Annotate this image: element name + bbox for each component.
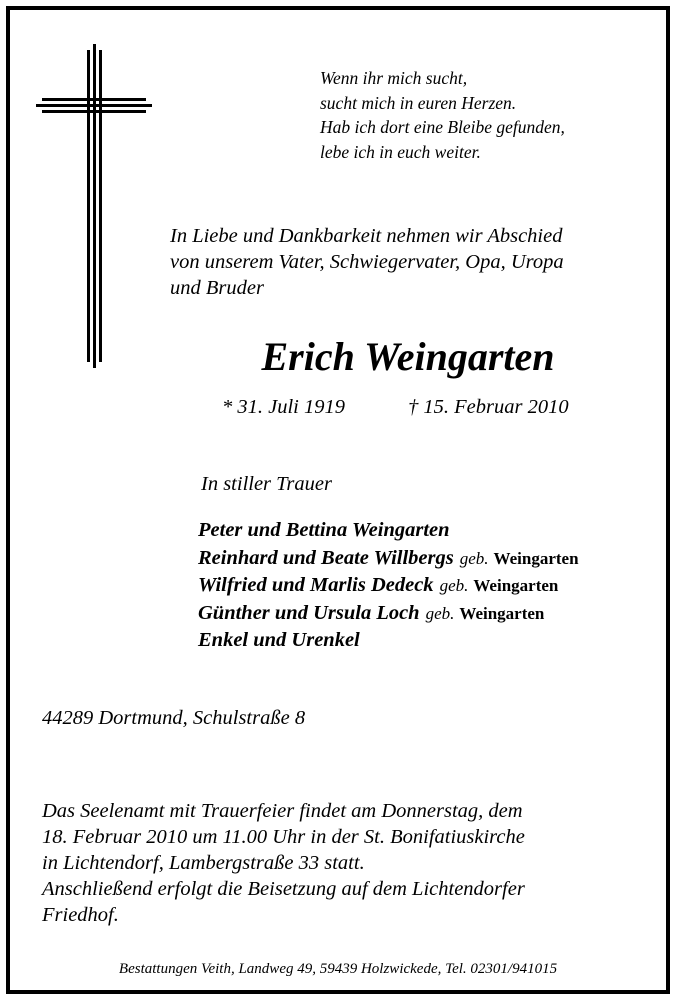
family-member-geb: geb. xyxy=(425,603,455,623)
deceased-name: Erich Weingarten xyxy=(261,334,555,379)
farewell-line: und Bruder xyxy=(170,277,264,299)
family-member-name: Günther und Ursula Loch xyxy=(198,601,420,624)
funeral-home-footer: Bestattungen Veith, Landweg 49, 59439 Holzwickede, Tel. 02301/941015 xyxy=(118,961,558,977)
service-line: Das Seelenamt mit Trauerfeier findet am Donnerstag, dem xyxy=(42,800,523,822)
family-member xyxy=(198,627,579,655)
family-list xyxy=(198,517,579,655)
family-member-maiden-name: Weingarten xyxy=(493,548,579,568)
farewell-text xyxy=(170,223,564,301)
family-member-geb: geb. xyxy=(459,548,489,568)
cross-icon xyxy=(28,40,158,370)
mourning-label: In stiller Trauer xyxy=(201,473,332,495)
family-member-maiden-name: Weingarten xyxy=(459,603,545,623)
family-member xyxy=(198,572,579,600)
poem xyxy=(320,66,565,164)
family-member-geb: geb. xyxy=(439,576,469,595)
service-details xyxy=(42,798,525,928)
poem-line: Wenn ihr mich sucht, xyxy=(320,68,468,88)
birth-date: * 31. Juli 1919 xyxy=(222,396,345,418)
service-line: Anschließend erfolgt die Beisetzung auf dem Lichtendorfer xyxy=(42,878,525,900)
poem-line: sucht mich in euren Herzen. xyxy=(320,92,517,113)
family-address: 44289 Dortmund, Schulstraße 8 xyxy=(42,707,306,729)
poem-line: Hab ich dort eine Bleibe gefunden, xyxy=(320,117,565,137)
death-date: † 15. Februar 2010 xyxy=(408,396,569,418)
farewell-line: In Liebe und Dankbarkeit nehmen wir Abschied xyxy=(170,225,563,247)
family-member-maiden-name: Weingarten xyxy=(473,576,559,595)
family-member xyxy=(198,517,579,545)
service-line: 18. Februar 2010 um 11.00 Uhr in der St. Bonifatiuskirche xyxy=(42,826,525,848)
family-member-name: Enkel und Urenkel xyxy=(198,629,360,651)
family-member-name: Peter und Bettina Weingarten xyxy=(198,519,450,541)
poem-line: lebe ich in euch weiter. xyxy=(320,141,481,162)
service-line: Friedhof. xyxy=(42,904,119,926)
family-member-name: Wilfried und Marlis Dedeck xyxy=(198,574,434,596)
service-line: in Lichtendorf, Lambergstraße 33 statt. xyxy=(42,852,365,874)
farewell-line: von unserem Vater, Schwiegervater, Opa, Uropa xyxy=(170,251,564,273)
family-member xyxy=(198,545,579,573)
family-member-name: Reinhard und Beate Willbergs xyxy=(198,546,454,569)
family-member xyxy=(198,600,579,628)
